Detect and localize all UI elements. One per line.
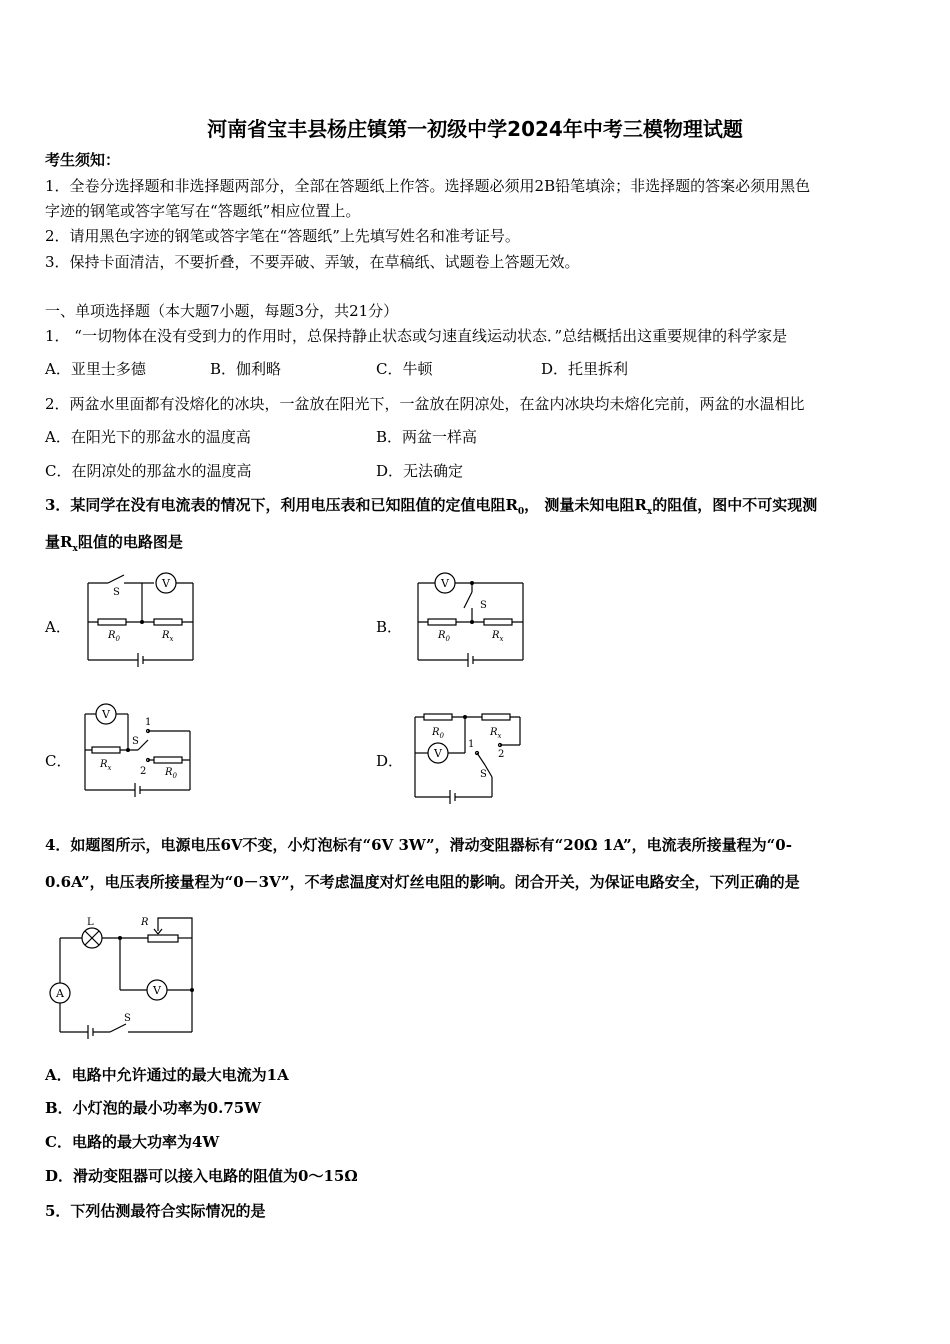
q3-option-a[interactable]: A． — [45, 618, 71, 636]
q4-circuit-diagram — [40, 905, 210, 1045]
svg-text:2: 2 — [140, 766, 147, 777]
svg-text:R0: $R_0$ — [108, 630, 120, 643]
svg-text:A: A — [56, 987, 64, 1000]
svg-text:S: S — [113, 587, 120, 598]
q3-option-b[interactable]: B． — [376, 618, 403, 636]
svg-text:Rx: $R_x$ — [492, 630, 504, 643]
resistor-r0-icon — [424, 714, 452, 720]
svg-text:S: S — [480, 600, 487, 611]
q2-option-b[interactable]: B．两盆一样高 — [376, 428, 478, 446]
resistor-rx-icon — [154, 619, 182, 625]
notice-line-1b: 字迹的钢笔或答字笔写在“答题纸”相应位置上。 — [45, 202, 361, 220]
svg-text:V: V — [102, 708, 110, 721]
q4-option-c[interactable]: C．电路的最大功率为4W — [45, 1133, 220, 1151]
svg-text:V: V — [441, 577, 449, 590]
notice-line-1a: 1．全卷分选择题和非选择题两部分，全部在答题纸上作答。选择题必须用2B铅笔填涂；非选择题的答案必须用黑色 — [45, 177, 811, 195]
svg-text:R0: $R_0$ — [432, 727, 444, 740]
q2-stem: 2．两盆水里面都有没熔化的冰块，一盆放在阳光下，一盆放在阴凉处，在盆内冰块均未熔化完前，两盆的水温相比 — [45, 395, 805, 413]
resistor-rx-icon — [484, 619, 512, 625]
q4-option-a[interactable]: A．电路中允许通过的最大电流为1A — [45, 1066, 289, 1084]
rheostat-icon — [148, 935, 178, 942]
section-heading: 一、单项选择题（本大题7小题，每题3分，共21分） — [45, 302, 399, 320]
q5-stem: 5．下列估测最符合实际情况的是 — [45, 1202, 266, 1220]
svg-text:1: 1 — [145, 717, 152, 728]
svg-text:S: S — [132, 736, 139, 747]
q1-option-b[interactable]: B．伽利略 — [210, 360, 282, 378]
svg-text:R: R — [141, 917, 149, 928]
circuit-diagram-b — [410, 570, 540, 670]
resistor-r0-icon — [428, 619, 456, 625]
q4-stem-line-1: 4．如题图所示，电源电压6V不变，小灯泡标有“6V 3W”，滑动变阻器标有“20Ω 1A”，电流表所接量程为“0- — [45, 836, 792, 854]
q1-option-d[interactable]: D．托里拆利 — [541, 360, 629, 378]
q1-stem: 1． “一切物体在没有受到力的作用时，总保持静止状态或匀速直线运动状态．”总结概括出这重要规律的科学家是 — [45, 327, 788, 345]
q4-option-b[interactable]: B．小灯泡的最小功率为0.75W — [45, 1099, 262, 1117]
q3-stem-line-2: 量$R_x$阻值的电路图是 — [45, 533, 183, 554]
q3-option-d[interactable]: D． — [376, 752, 404, 770]
q1-option-a[interactable]: A．亚里士多德 — [45, 360, 146, 378]
svg-text:V: V — [162, 577, 170, 590]
resistor-r0-icon — [154, 757, 182, 763]
q3-option-c[interactable]: C． — [45, 752, 72, 770]
svg-text:V: V — [153, 984, 161, 997]
svg-text:Rx: $R_x$ — [162, 630, 174, 643]
q4-option-d[interactable]: D．滑动变阻器可以接入电路的阻值为0～15Ω — [45, 1167, 358, 1185]
page-title: 河南省宝丰县杨庄镇第一初级中学2024年中考三模物理试题 — [207, 117, 743, 141]
q4-stem-line-2: 0.6A”，电压表所接量程为“0－3V”，不考虑温度对灯丝电阻的影响。闭合开关，为保证电路安全，下列正确的是 — [45, 873, 800, 891]
svg-text:Rx: $R_x$ — [490, 727, 502, 740]
q3-stem-line-1: 3．某同学在没有电流表的情况下，利用电压表和已知阻值的定值电阻$R_0$， 测量未知电阻$R_x$的阻值，图中不可实现测 — [45, 496, 818, 517]
q2-option-c[interactable]: C．在阴凉处的那盆水的温度高 — [45, 462, 252, 480]
svg-text:R0: $R_0$ — [165, 767, 177, 780]
svg-text:2: 2 — [498, 749, 505, 760]
svg-text:S: S — [480, 769, 487, 780]
resistor-rx-icon — [482, 714, 510, 720]
svg-text:R0: $R_0$ — [438, 630, 450, 643]
q2-option-d[interactable]: D．无法确定 — [376, 462, 464, 480]
q2-option-a[interactable]: A．在阳光下的那盆水的温度高 — [45, 428, 251, 446]
svg-text:1: 1 — [468, 739, 475, 750]
svg-text:L: L — [87, 917, 94, 928]
circuit-diagram-a — [80, 570, 210, 670]
resistor-r0-icon — [98, 619, 126, 625]
resistor-rx-icon — [92, 747, 120, 753]
notice-line-3: 3．保持卡面清洁，不要折叠，不要弄破、弄皱，在草稿纸、试题卷上答题无效。 — [45, 253, 580, 271]
svg-text:S: S — [124, 1013, 131, 1024]
circuit-diagram-c — [80, 700, 210, 805]
notice-line-2: 2．请用黑色字迹的钢笔或答字笔在“答题纸”上先填写姓名和准考证号。 — [45, 227, 520, 245]
circuit-diagram-d — [410, 705, 540, 810]
svg-text:V: V — [434, 747, 442, 760]
notice-heading: 考生须知： — [45, 151, 121, 169]
svg-text:Rx: $R_x$ — [100, 759, 112, 772]
q1-option-c[interactable]: C．牛顿 — [376, 360, 433, 378]
